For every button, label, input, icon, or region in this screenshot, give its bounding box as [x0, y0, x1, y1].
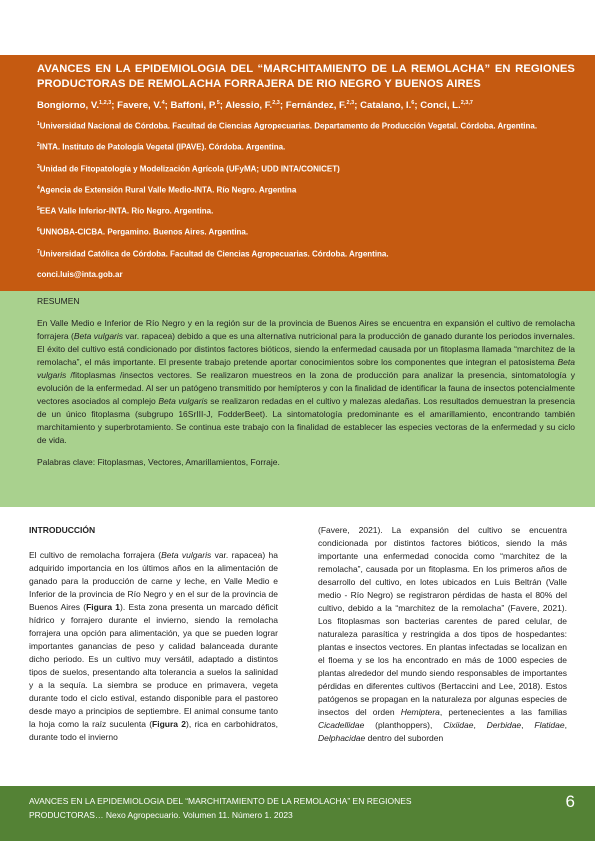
- author: Conci, L.$^{2,3,7}$: [420, 100, 473, 112]
- intro-paragraph-continued: (Favere, 2021). La expansión del cultivo se encuentra condicionada por distintos factores bióticos, siendo la más importante una enfermedad conocida como “marchitez de la remolacha”, causada por un fitoplasma. En los primeros años de desarrollo del cultivo, en lotes ubicados en Luis Beltrán (Valle medio - Río Negro) se registraron pérdidas de hasta el 80% del cultivo, debido a la “marchitez de la remolacha” (Favere, 2021). Los fitoplasmas son bacterias carentes de pared celular, de naturaleza parasítica y restringida a dos tipos de hospedantes: plantas e insectos vectores. En plantas infectadas se localizan en el floema y se los ha encontrado en más de 1000 especies de plantas alrededor del mundo siendo responsables de importantes pérdidas en diferentes cultivos (Bertaccini and Lee, 2018). Estos patógenos se propagan en la naturaleza por algunas especies de insectos del orden Hemiptera, pertenecientes a las familias Cicadellidae (planthoppers), Cixiidae, Derbidae, Flatidae, Delphacidae dentro del suborden: [318, 525, 567, 743]
- author: Baffoni, P.$^5$;: [170, 100, 226, 112]
- author: Alessio, F.$^{2,3}$;: [225, 100, 286, 112]
- footer-citation: AVANCES EN LA EPIDEMIOLOGIA DEL “MARCHITAMIENTO DE LA REMOLACHA” EN REGIONES PRODUCTORAS… Nexo Agropecuario. Volumen 11. Número 1. 2023: [29, 796, 412, 820]
- author: Bongiorno, V.$^{1,2,3}$;: [37, 100, 118, 112]
- affiliation: $^5$EEA Valle Inferior-INTA. Río Negro. Argentina.: [37, 206, 214, 216]
- author: Fernández, F.$^{2,3}$;: [285, 100, 361, 112]
- abstract-label: RESUMEN: [37, 296, 80, 306]
- author: Favere, V.$^4$;: [117, 100, 171, 112]
- affiliation: $^2$INTA. Instituto de Patología Vegetal (IPAVE). Córdoba. Argentina.: [37, 142, 286, 153]
- affiliation: $^3$Unidad de Fitopatología y Modelización Agrícola (UFyMA; UDD INTA/CONICET): [37, 163, 340, 174]
- affiliation: $^4$Agencia de Extensión Rural Valle Medio-INTA. Río Negro. Argentina: [37, 184, 297, 195]
- body-column-right: [318, 524, 567, 745]
- affiliation: $^1$Universidad Nacional de Córdoba. Facultad de Ciencias Agropecuarias. Departamento de Producción Vegetal. Córdoba. Argentina.: [37, 121, 538, 131]
- author: Catalano, I.$^6$;: [360, 100, 421, 112]
- page-number: 6: [565, 792, 575, 811]
- page-footer: [0, 786, 595, 841]
- intro-paragraph: El cultivo de remolacha forrajera (Beta vulgaris var. rapacea) ha adquirido importancia en los últimos años en la alimentación de ganado para la producción de carne y leche, en Valle Medio e Inferior de la provincia de Río Negro y en el sur de la provincia de Buenos Aires (Figura 1). Esta zona presenta un marcado déficit hídrico y forrajero durante el invierno, siendo la remolacha forrajera una opción para alimentación, ya que se pueden lograr importantes ganancias de peso y calidad balanceada durante dicho periodo. Es un cultivo muy versátil, adaptado a distintos tipos de suelos, presentando alta tolerancia a suelos la salinidad y a la sequía. La siembra se produce en primavera, vegeta durante todo el ciclo estival, estando disponible para el pastoreo desde mayo a principios de septiembre. El animal consume tanto la hoja como la raíz suculenta (Figura 2), rica en carbohidratos, durante todo el invierno: [29, 550, 279, 742]
- keywords: Palabras clave: Fitoplasmas, Vectores, Amarillamientos, Forraje.: [37, 457, 280, 467]
- abstract-section: [0, 291, 595, 507]
- article-header: [0, 55, 595, 291]
- affiliation: $^7$Universidad Católica de Córdoba. Facultad de Ciencias Agropecuarias. Córdoba. Argentina.: [37, 248, 389, 259]
- affiliation: $^6$UNNOBA-CICBA. Pergamino. Buenos Aires. Argentina.: [37, 227, 249, 238]
- section-heading: INTRODUCCIÓN: [29, 525, 96, 535]
- article-title: AVANCES EN LA EPIDEMIOLOGIA DEL “MARCHITAMIENTO DE LA REMOLACHA” EN REGIONES PRODUCTORAS DE REMOLACHA FORRAJERA DE RIO NEGRO Y BUENOS AIRES: [37, 63, 575, 90]
- author-list: [37, 100, 575, 111]
- abstract-body: En Valle Medio e Inferior de Río Negro y en la región sur de la provincia de Buenos Aires se encuentra en expansión el cultivo de remolacha forrajera (Beta vulgaris var. rapacea) debido a que es una alternativa nutricional para la producción de ganado durante los periodos invernales. El éxito del cultivo está condicionado por distintos factores bióticos, siendo la enfermedad causada por un fitoplasma llamada “marchitez de la remolacha”, el más importante. El presente trabajo pretende aportar conocimientos sobre los componentes que integran el patosistema Beta vulgaris /fitoplasmas /insectos vectores. Se realizaron muestreos en la zona de producción para analizar la presencia, sintomatología y evolución de la enfermedad. Al ser un patógeno transmitido por hemípteros y con la finalidad de identificar la fauna de insectos potencialmente vectores asociados al complejo Beta vulgaris se realizaron redadas en el cultivo y malezas aledañas. Los resultados demuestran la presencia de un único fitoplasma (subgrupo 16SrIII-J, FodderBeet). La sintomatología predominante es el amarillamiento, encontrando también marchitamiento y superbrotamiento. Se continua este trabajo con la finalidad de establecer las especies vectoras de la enfermedad y su ciclo de vida.: [37, 318, 575, 445]
- body-column-left: [29, 524, 278, 744]
- contact-email[interactable]: conci.luis@inta.gob.ar: [37, 269, 123, 279]
- figure-reference[interactable]: Figura 1: [86, 602, 121, 612]
- figure-reference[interactable]: Figura 2: [152, 719, 187, 729]
